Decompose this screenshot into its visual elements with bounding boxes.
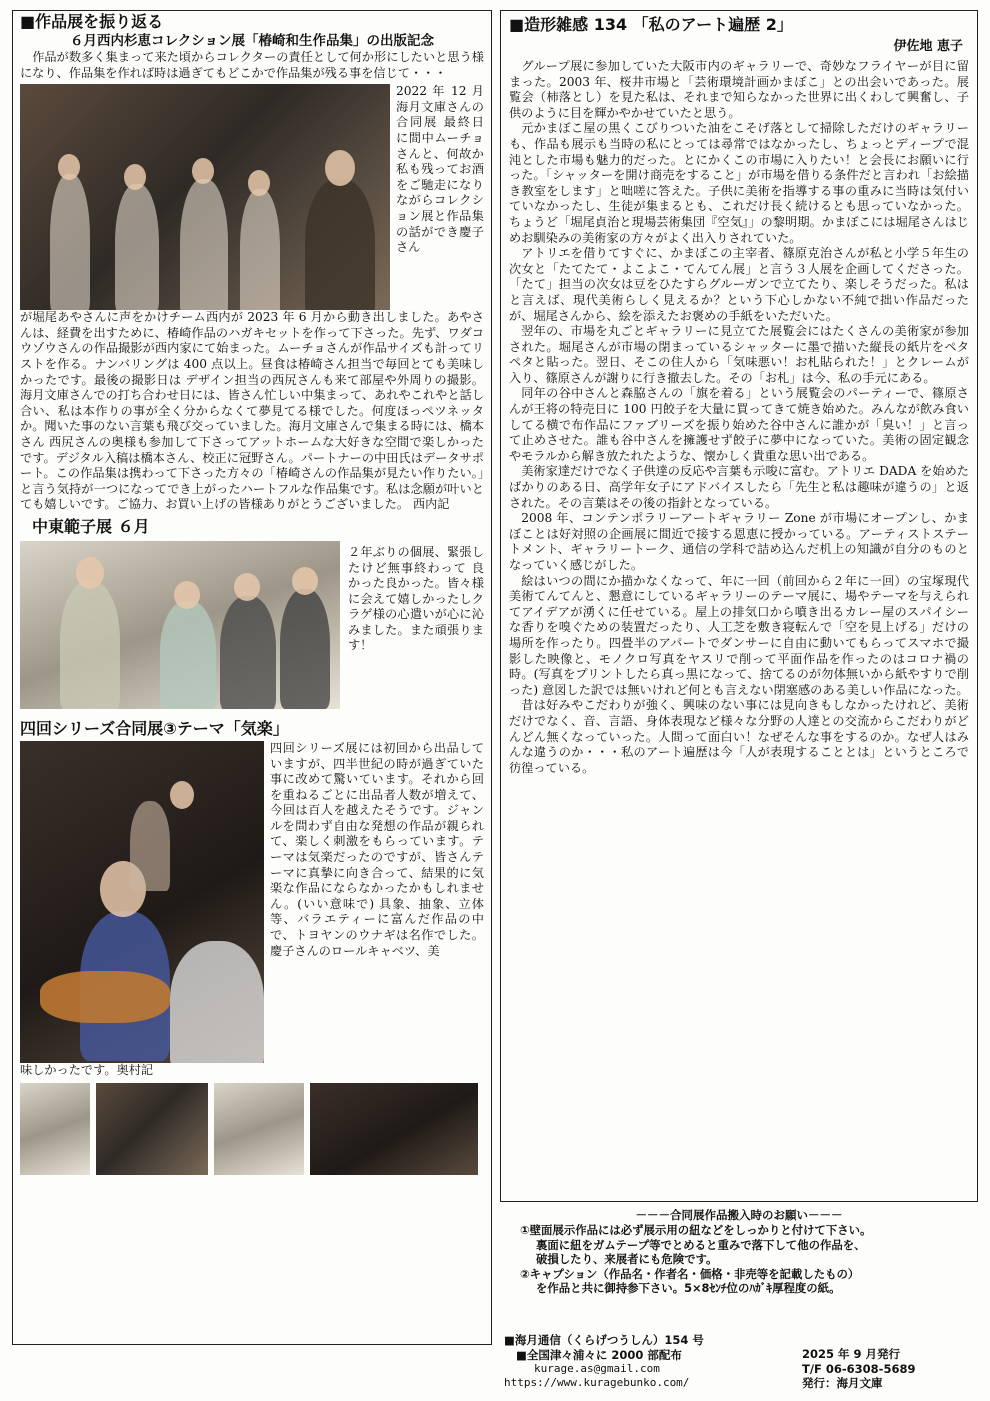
notice-line: ②キャプション（作品名・作者名・価格・非売等を記載したもの）	[520, 1266, 860, 1281]
left-column	[12, 10, 492, 1395]
essay-paragraph: 元かまぼこ屋の黒くこびりついた油をこそげ落として掃除しただけのギャラリーも、作品も展示も当時の私にとっては尋常ではなかったし、ちょっとディープで混沌とした市場も魅力的だった。とにかくこの市場に入りたい！と会長にお願いに行った。「シャッターを開け商売をすること」が市場を借りる条件だと言われ「お絵描き教室をします」と咄嗟に答えた。子供に美術を指導する事の重みに当時は気付いていなかったし、生徒が集まるとも、これだけ長く続けるとも思っていなかった。ちょうど「堀尾貞治と現場芸術集団『空気』」の黎明期。かまぼこには堀尾さんはじめお馴染みの美術家の方々がよく出入りされていた。	[509, 121, 969, 245]
section-subtitle-publication: ６月西内杉恵コレクション展「椿崎和生作品集」の出版記念	[70, 33, 434, 49]
essay-author: 伊佐地 恵子	[893, 39, 963, 54]
guitar-performance-photo	[20, 741, 264, 1063]
submission-notice	[500, 1208, 978, 1296]
website-link[interactable]: https://www.kuragebunko.com/	[504, 1375, 690, 1389]
essay-paragraph: 2008 年、コンテンポラリーアートギャラリー Zone が市場にオープンし、かまぼことは好対照の企画展に間近で接する恩恵に授かっている。アーティストステートメント、ギャラリートーク、通信の学科で詰め込んだ机上の知識が自分のものとなっていく感じがした。	[509, 511, 969, 572]
notice-line: 破損したり、来展者にも危険です。	[536, 1252, 718, 1266]
notice-title: －－－合同展作品搬入時のお願い－－－	[635, 1208, 843, 1222]
notice-item-2	[500, 1267, 978, 1296]
telephone-fax: T/F 06-6308-5689	[802, 1361, 916, 1376]
footer-right	[802, 1347, 915, 1391]
exhibition-photo-d	[310, 1083, 478, 1175]
photo-block-3	[20, 741, 484, 1063]
bottom-photo-strip	[20, 1083, 484, 1175]
section-title-nakahigashi: 中東範子展 ６月	[32, 516, 150, 536]
essay-paragraph: 同年の谷中さんと森脇さんの「旗を着る」という展覧会のパーティーで、篠原さんが王将の特売日に 100 円餃子を大量に買ってきて焼き始めた。みんなが飲み食いしてる横で布作品にファブリーズを振り始めた谷中さんに誰かが「臭い！」と言って止めさせた。誰も谷中さんを擁護せず餃子に夢中になっていた。美術の固定観念やモラルから解き放たれたような、懐かしく貴重な思い出である。	[509, 386, 969, 463]
photo-block-2	[20, 541, 484, 709]
group-show-text: 四回シリーズ展には初回から出品していますが、四半世紀の時が過ぎていた事に改めて驚いています。それから回を重ねるごとに出品者人数が増えて、今回は百人を越えたそうです。ジャンルを問わず自由な発想の作品が親られて、楽しく刺激をもらっています。テーマは気楽だったのですが、皆さんテーマに真摯に向き合って、結果的に気楽な作品にならなかったかもしれません。(いい意味で) 具象、抽象、立体等、バラエティーに富んだ作品の中で、トヨヤンのウナギは名作でした。慶子さんのロールキャベツ、美	[270, 740, 484, 958]
section-title-exhibition-review: ■作品展を振り返る	[20, 12, 164, 31]
essay-body	[509, 59, 969, 776]
intro-text: 作品が数多く集まって来た頃からコレクターの責任として何か形にしたいと思う様になり、作品集を作れば時は過ぎてもどこかで作品集が残る事を信じて・・・	[20, 50, 484, 80]
group-photo-gallery	[20, 84, 390, 310]
right-column	[500, 10, 978, 1202]
footer-left	[504, 1333, 704, 1389]
essay-paragraph: アトリエを借りてすぐに、かまぼこの主宰者、篠原克治さんが私と小学５年生の次女と「たてたて・よこよこ・てんてん展」と言う３人展を企画してくださった。「たて」担当の次女は豆をひたすらグルーガンで立てたり、楽しそうだった。私はと言えば、現代美術らしく見えるか？という下心しかない不純で拙い作品だったが、堀尾さんから、絵を添えたお褒めの手紙をいただいた。	[509, 246, 969, 323]
essay-paragraph: 美術家達だけでなく子供達の反応や言葉も示唆に富む。アトリエ DADA を始めたばかりのある日、高学年女子にアドバイスしたら「先生と私は趣味が違うの」と返された。その言葉はその後の指針となっている。	[509, 464, 969, 510]
section-title-group-show: 四回シリーズ合同展③テーマ「気楽」	[20, 718, 289, 738]
essay-paragraph: グループ展に参加していた大阪市内のギャラリーで、奇妙なフライヤーが目に留まった。2003 年、桜井市場と「芸術環境計画かまぼこ」との出会いであった。展覧会（柿落とし）を見た私は、それまで知らなかった世界に出くわして興奮し、子供のように目を輝かやかせていたと思う。	[509, 59, 969, 120]
email-link[interactable]: kurage.as@gmail.com	[534, 1362, 660, 1375]
notice-line: 裏面に紐をガムテープ等でとめると重みで落下して他の作品を、	[536, 1237, 866, 1252]
exhibition-photo-c	[214, 1083, 304, 1175]
exhibition-photo-b	[96, 1083, 208, 1175]
publisher-name: 発行：海月文庫	[802, 1376, 883, 1390]
exhibition-photo-a	[20, 1083, 90, 1175]
solo-exhibition-text: ２年ぶりの個展、緊張したけど無事終わって 良かった良かった。皆々様に会えて嬉しかったしクラゲ様の心遣いが心に沁みました。また頑張ります！	[348, 544, 484, 653]
essay-paragraph: 翌年の、市場を丸ごとギャラリーに見立てた展覧会にはたくさんの美術家が参加された。堀尾さんが市場の閉まっているシャッターに墨で描いた縦長の紙片をペタペタと貼った。翌日、そこの住人から「気味悪い！お札貼られた！」とクレームが入り、篠原さんが謝りに行き撤去した。その「お札」は今、私の手元にある。	[509, 324, 969, 385]
solo-exhibition-photo	[20, 541, 340, 709]
essay-paragraph: 絵はいつの間にか描かなくなって、年に一回（前回から２年に一回）の宝塚現代美術てんてんと、懇意にしているギャラリーのテーマ展に、場やテーマを与えられてアイデアが湧くに任せている。屋上の排気口から噴き出るカレー屋のスパイシーな香りを嗅ぐための装置だったり、人工芝を敷き寝転んで「空を見上げる」だけの場所を作ったり。四畳半のアパートでダンサーに自由に動いてもらってスマホで撮影した映像と、モノクロ写真をヤスリで削って平面作品を作ったのはコロナ禍の時。(写真をプリントしたら真っ黒になって、捨てるのが勿体無いから紙やすりで削った) 意図した訳では無いけれど何とも言えない閉塞感のある美しい作品になった。	[509, 573, 969, 697]
collection-story-text: が堀尾あやさんに声をかけチーム西内が 2023 年 6 月から動き出しました。あやさんは、経費を出すために、椿崎作品のハガキセットを作って下さった。先ず、ワダコウゾウさんの作品撮影が西内家にて始まった。ムーチョさんが作品サイズも計ってリストを作る。ナンバリングは 400 点以上。昼食は椿崎さん担当で毎回とても美味しかったです。最後の撮影日は デザイン担当の西尻さんも来て部屋や外周りの撮影。海月文庫さんでの打ち合わせ日には、皆さん忙しい中集まって、あれやこれやと話し合い、私は本作りの事が全く分からなくて夢見てる様でした。何度ほっぺツネッタか。聞いた事のない言葉も飛び交っていました。海月文庫さんで集まる時には、橋本さん 西尻さんの奥様も参加して下さってアットホームな大好きな空間で楽しかったです。デジタル入稿は橋本さん、校正に冠野さん。パートナーの中田氏はデータサポート。この作品集は携わって下さった方々の「椿崎さんの作品集が見たい作りたい。」と言う気持が一つになってでき上がったハートフルな作品集です。私は念願が叶いとても嬉しいです。ご協力、お買い上げの皆様ありがとうございました。 西内記	[20, 310, 484, 512]
essay-title: ■造形雑感 134 「私のアート遍歴 2」	[509, 15, 793, 34]
photo-block-1	[20, 84, 484, 310]
notice-line: ①壁面展示作品には必ず展示用の紐などをしっかりと付けて下さい。	[520, 1223, 872, 1237]
notice-item-1	[500, 1223, 978, 1267]
publication-date: 2025 年 9 月発行	[802, 1347, 901, 1361]
photo-caption-text: 2022 年 12 月海月文庫さんの合同展 最終日に間中ムーチョさんと、何故か私も残ってお酒をご馳走になりながらコレクション展と作品集の話ができ慶子さん	[396, 84, 484, 255]
issue-number: ■海月通信（くらげつうしん）154 号	[504, 1333, 704, 1347]
notice-line: を作品と共に御持参下さい。5×8ｾﾝﾁ位のﾊｶﾞｷ厚程度の紙。	[536, 1281, 841, 1295]
group-show-text-tail: 味しかったです。奥村記	[20, 1062, 154, 1077]
essay-paragraph: 昔は好みやこだわりが強く、興味のない事には見向きもしなかったけれど、美術だけでなく、音、言語、身体表現など様々な分野の人達との交流からこだわりがどんどん無くなっていった。人間って面白い！なぜそんな事をするのか。なぜ人はみんな違うのか・・・私のアート遍歴は今「人が表現することとは」というところで彷徨っている。	[509, 698, 969, 775]
newsletter-footer	[500, 1333, 978, 1391]
distribution-info: ■全国津々浦々に 2000 部配布	[516, 1347, 682, 1362]
